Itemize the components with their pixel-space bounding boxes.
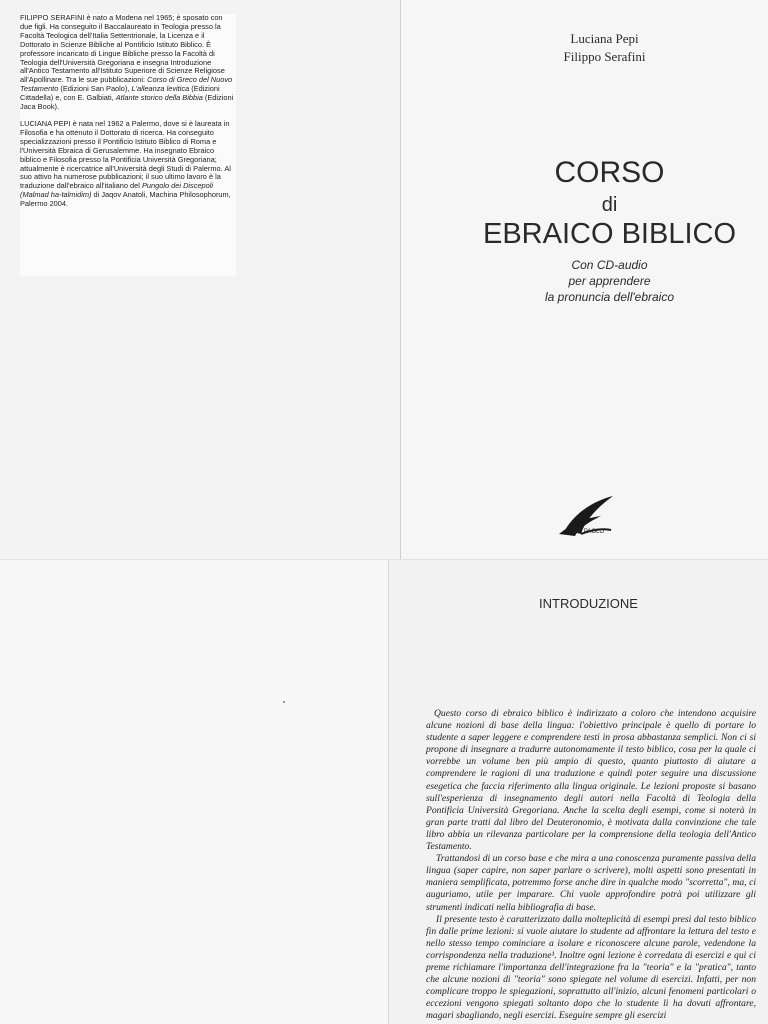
title-line-2: di xyxy=(601,194,618,216)
bio-pepi xyxy=(20,120,236,209)
scan-speck xyxy=(283,701,285,703)
author-bio-box xyxy=(20,14,236,276)
bio-pepi-work-1: Pungolo dei Discepoli (Malmad ha-talmidim) xyxy=(20,181,214,200)
bio-pepi-text: è nata nel 1962 a Palermo, dove si è laureata in Filosofia e ha ottenuto il Dottorato di ricerca. Ha conseguito specializzazioni presso il Pontificio Istituto Biblico di Roma e l'Università Ebraica di Gerusalemme. Ha insegnato Ebraico biblico e Filosofia presso la Pontificia Università Gregoriana; attualmente è ricercatrice all'Università degli Studi di Palermo. Al suo attivo ha numerose pubblicazioni; il suo ultimo lavoro è la traduzione dall'ebraico all'italiano del xyxy=(20,118,231,191)
bio-serafini-work-3: Atlante storico della Bibbia xyxy=(115,93,203,103)
author-2: Filippo Serafini xyxy=(563,49,646,64)
intro-paragraph-2: Trattandosi di un corso base e che mira a una conoscenza puramente passiva della lingua (saper capire, non saper parlare o scrivere), molti aspetti sono presentati in maniera semplificata, potremmo forse anche dire in qualche modo "scorretta", ma, ci auguriamo, utile per imparare. Chi vuole approfondire potrà poi utilizzare gli strumenti indicati nella bibliografia di base. xyxy=(426,853,756,913)
bio-serafini xyxy=(20,14,236,112)
page-author-bios xyxy=(0,0,401,560)
bio-pepi-name: LUCIANA PEPI xyxy=(20,118,71,128)
page-fold-bottom xyxy=(388,560,389,1024)
subtitle-line-1: Con CD-audio xyxy=(571,258,648,272)
page-blank xyxy=(0,560,389,1024)
authors xyxy=(401,30,768,66)
bio-serafini-text-4: (Edizioni Jaca Book). xyxy=(20,93,234,112)
introduction-heading: INTRODUZIONE xyxy=(539,596,638,611)
intro-paragraph-3: Il presente testo è caratterizzato dalla molteplicità di esempi presi dal testo biblico fin dalle prime lezioni: si vuole aiutare lo studente ad affrontare la lettura del testo e nello stesso tempo cominciare a isolare e riconoscere alcune parole, vedendone la corrispondenza nella traduzione¹. Inoltre ogni lezione è corredata di esercizi e qui ci preme richiamare l'importanza dell'integrazione fra la "teoria" e la "pratica", tanto che alcune nozioni di "teoria" sono spiegate nel volume di esercizi. Infatti, per non complicare troppo le spiegazioni, soprattutto all'inizio, alcuni fenomeni particolari o eccezioni vengono spiegati soltanto dopo che lo studente li ha dovuti affrontare, magari sbagliando, negli esercizi. Eseguire sempre gli esercizi xyxy=(426,913,756,1022)
subtitle xyxy=(451,257,768,305)
scan-seam xyxy=(0,559,768,560)
page-introduction xyxy=(389,560,768,1024)
publisher-name: SAN PAOLO xyxy=(569,529,605,535)
bio-serafini-text: è nato a Modena nel 1965; è sposato con due figli. Ha conseguito il Baccalaureato in Teologia presso la Facoltà Teologica dell'Italia Settentrionale, la Licenza e il Dottorato in Scienze Bibliche al Pontificio Istituto Biblico. È professore incaricato di Lingue Bibliche presso la Facoltà di Teologia dell'Università Gregoriana e insegna Introduzione all'Antico Testamento all'Istituto Superiore di Scienze Religiose all'Apollinare. Tra le sue pubblicazioni: xyxy=(20,13,225,85)
bio-serafini-text-3: (Edizioni Cittadella) e, con E. Galbiati, xyxy=(20,84,220,103)
introduction-body xyxy=(426,708,756,1022)
intro-paragraph-1: Questo corso di ebraico biblico è indirizzato a coloro che intendono acquisire alcune nozioni di base della lingua: l'obiettivo principale è quello di portare lo studente a saper leggere e comprendere testi in prosa abbastanza semplici. Non ci si propone di insegnare a tradurre autonomamente il testo biblico, cosa per la quale ci vorrebbe un volume ben più ampio di questo, quanto piuttosto di aiutare a comprendere le ragioni di una traduzione e quindi poter seguire una discussione esegetica che faccia riferimento alla lingua originale. Le lezioni proposte si basano sull'esperienza di insegnamento degli autori nella Facoltà di Teologia della Pontificia Università Gregoriana. Anche la scelta degli esempi, come si noterà in gran parte tratti dal libro del Deuteronomio, è motivata dalla convinzione che tale libro abbia un rilevanza particolare per la comprensione della teologia dell'Antico Testamento. xyxy=(426,708,756,853)
title-line-1: CORSO xyxy=(554,156,665,189)
bio-serafini-name: FILIPPO SERAFINI xyxy=(20,13,85,22)
subtitle-line-3: la pronuncia dell'ebraico xyxy=(544,290,675,304)
bio-serafini-work-1: Corso di Greco del Nuovo Testamento xyxy=(20,75,233,94)
book-title xyxy=(401,155,768,305)
title-line-3: EBRAICO BIBLICO xyxy=(482,218,736,250)
page-title-page xyxy=(401,0,768,560)
bio-serafini-text-2: (Edizioni San Paolo), xyxy=(58,84,132,94)
author-1: Luciana Pepi xyxy=(570,31,639,46)
page-fold-top xyxy=(400,0,401,560)
bio-serafini-work-2: L'alleanza levitica xyxy=(131,84,190,94)
bio-pepi-text-2: di Jaqov Anatoli, Machina Philosophorum, Palermo 2004. xyxy=(20,190,231,209)
subtitle-line-2: per apprendere xyxy=(568,274,651,288)
